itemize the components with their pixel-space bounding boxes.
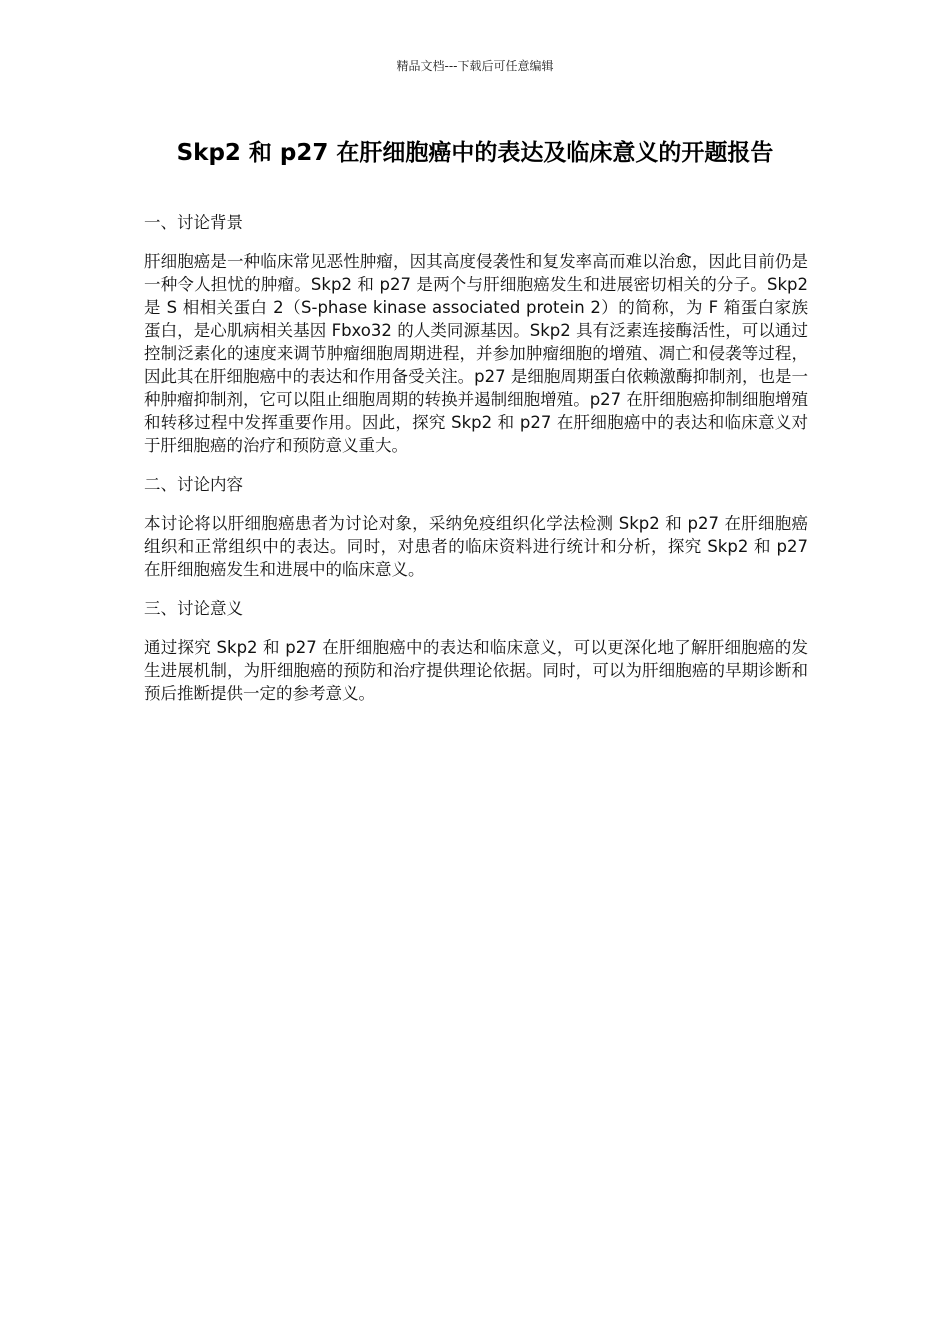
section-heading: 一、讨论背景 [144,213,243,232]
document-body [144,211,808,721]
document-title: Skp2 和 p27 在肝细胞癌中的表达及临床意义的开题报告 [176,140,774,166]
section-paragraph: 通过探究 Skp2 和 p27 在肝细胞癌中的表达和临床意义，可以更深化地了解肝细胞癌的发生进展机制，为肝细胞癌的预防和治疗提供理论依据。同时，可以为肝细胞癌的早期诊断和预后推断提供一定的参考意义。 [144,638,808,703]
page-header-note: 精品文档---下载后可任意编辑 [396,59,554,73]
section-heading: 二、讨论内容 [144,475,243,494]
section-paragraph: 本讨论将以肝细胞癌患者为讨论对象，采纳免疫组织化学法检测 Skp2 和 p27 在肝细胞癌组织和正常组织中的表达。同时，对患者的临床资料进行统计和分析，探究 Skp2 和 p27 在肝细胞癌发生和进展中的临床意义。 [144,514,808,579]
section-significance [144,597,808,705]
section-paragraph: 肝细胞癌是一种临床常见恶性肿瘤，因其高度侵袭性和复发率高而难以治愈，因此目前仍是一种令人担忧的肿瘤。Skp2 和 p27 是两个与肝细胞癌发生和进展密切相关的分子。Skp2 是 S 相相关蛋白 2（S-phase kinase associated protein 2）的简称，为 F 箱蛋白家族蛋白，是心肌病相关基因 Fbxo32 的人类同源基因。Skp2 具有泛素连接酶活性，可以通过控制泛素化的速度来调节肿瘤细胞周期进程，并参加肿瘤细胞的增殖、凋亡和侵袭等过程，因此其在肝细胞癌中的表达和作用备受关注。p27 是细胞周期蛋白依赖激酶抑制剂，也是一种肿瘤抑制剂，它可以阻止细胞周期的转换并遏制细胞增殖。p27 在肝细胞癌抑制细胞增殖和转移过程中发挥重要作用。因此，探究 Skp2 和 p27 在肝细胞癌中的表达和临床意义对于肝细胞癌的治疗和预防意义重大。 [144,252,808,455]
section-heading: 三、讨论意义 [144,599,243,618]
section-background [144,211,808,457]
section-content [144,473,808,581]
